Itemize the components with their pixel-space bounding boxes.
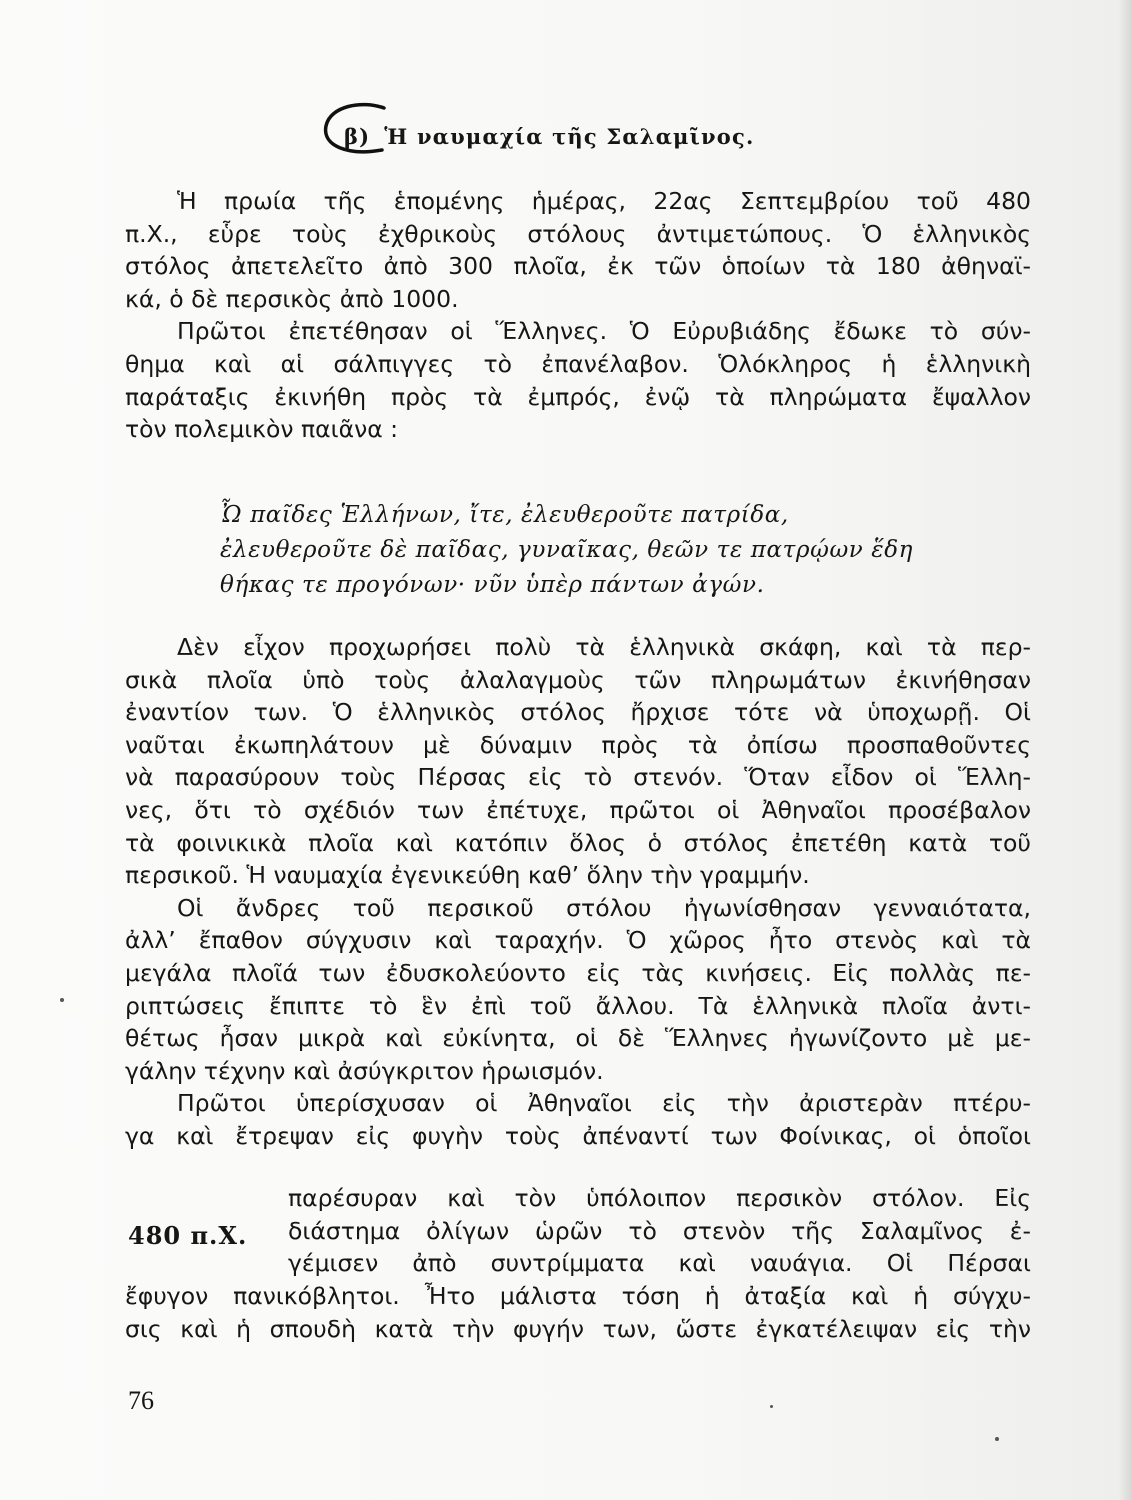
text-line: σις καὶ ἡ σπουδὴ κατὰ τὴν φυγήν των, ὥστε ἐγκατέλειψαν εἰς τὴν bbox=[125, 1314, 1031, 1343]
opening-paragraphs bbox=[125, 185, 1031, 446]
poem-line: ἐλευθεροῦτε δὲ παῖδας, γυναῖκας, θεῶν τε πατρῴων ἕδη bbox=[220, 537, 914, 563]
text-line: τὰ φοινικικὰ πλοῖα καὶ κατόπιν ὅλος ὁ στόλος ἐπετέθη κατὰ τοῦ bbox=[125, 828, 1031, 857]
text-line: θημα καὶ αἱ σάλπιγγες τὸ ἐπανέλαβον. Ὁλόκληρος ἡ ἑλληνικὴ bbox=[125, 349, 1031, 378]
text-line: νὰ παρασύρουν τοὺς Πέρσας εἰς τὸ στενόν. Ὅταν εἶδον οἱ Ἕλλη- bbox=[125, 763, 1031, 792]
margin-date-note: 480 π.Χ. bbox=[128, 1221, 248, 1250]
text-line: ἐναντίον των. Ὁ ἑλληνικὸς στόλος ἤρχισε τότε νὰ ὑποχωρῇ. Οἱ bbox=[125, 698, 1031, 727]
text-line: μεγάλα πλοῖά των ἐδυσκολεύοντο εἰς τὰς κινήσεις. Εἰς πολλὰς πε- bbox=[125, 958, 1031, 987]
print-speck bbox=[770, 1405, 773, 1408]
text-line: γέμισεν ἀπὸ συντρίμματα καὶ ναυάγια. Οἱ Πέρσαι bbox=[288, 1249, 1031, 1278]
battle-paragraphs bbox=[125, 631, 1031, 1153]
print-speck bbox=[60, 998, 64, 1002]
text-line: τὸν πολεμικὸν παιᾶνα : bbox=[125, 415, 399, 444]
text-line: γα καὶ ἔτρεψαν εἰς φυγὴν τοὺς ἀπέναντί των Φοίνικας, οἱ ὁποῖοι bbox=[125, 1121, 1031, 1150]
text-line: κά, ὁ δὲ περσικὸς ἀπὸ 1000. bbox=[125, 284, 459, 313]
poem-line: Ὦ παῖδες Ἑλλήνων, ἴτε, ἐλευθεροῦτε πατρίδα, bbox=[220, 502, 789, 528]
text-line: παράταξις ἐκινήθη πρὸς τὰ ἐμπρός, ἐνῷ τὰ πληρώματα ἔψαλλον bbox=[125, 382, 1031, 411]
text-line: θέτως ἦσαν μικρὰ καὶ εὐκίνητα, οἱ δὲ Ἕλληνες ἠγωνίζοντο μὲ με- bbox=[125, 1024, 1031, 1053]
text-line: Πρῶτοι ὑπερίσχυσαν οἱ Ἀθηναῖοι εἰς τὴν ἀριστερὰν πτέρυ- bbox=[177, 1089, 1031, 1118]
text-line: ριπτώσεις ἔπιπτε τὸ ἓν ἐπὶ τοῦ ἄλλου. Τὰ ἑλληνικὰ πλοῖα ἀντι- bbox=[125, 991, 1031, 1020]
print-speck bbox=[995, 1437, 999, 1441]
page-number: 76 bbox=[128, 1386, 154, 1415]
text-line: Ἡ πρωία τῆς ἑπομένης ἡμέρας, 22ας Σεπτεμβρίου τοῦ 480 bbox=[177, 187, 1031, 215]
text-line: σικὰ πλοῖα ὑπὸ τοὺς ἀλαλαγμοὺς τῶν πληρωμάτων ἐκινήθησαν bbox=[125, 665, 1031, 694]
text-line: Οἱ ἄνδρες τοῦ περσικοῦ στόλου ἠγωνίσθησαν γενναιότατα, bbox=[177, 893, 1031, 922]
inset-paragraph bbox=[288, 1182, 1031, 1280]
text-line: ναῦται ἐκωπηλάτουν μὲ δύναμιν πρὸς τὰ ὀπίσω προσπαθοῦντες bbox=[125, 730, 1031, 759]
text-line: ἔφυγον πανικόβλητοι. Ἦτο μάλιστα τόση ἡ ἀταξία καὶ ἡ σύγχυ- bbox=[125, 1282, 1031, 1310]
text-line: ἀλλ’ ἔπαθον σύγχυσιν καὶ ταραχήν. Ὁ χῶρος ἦτο στενὸς καὶ τὰ bbox=[125, 926, 1031, 955]
section-heading bbox=[328, 104, 754, 164]
text-line: νες, ὅτι τὸ σχέδιόν των ἐπέτυχε, πρῶτοι οἱ Ἀθηναῖοι προσέβαλον bbox=[125, 795, 1031, 824]
poem-line: θήκας τε προγόνων· νῦν ὑπὲρ πάντων ἀγών. bbox=[220, 572, 765, 598]
page-spine-shadow bbox=[1118, 0, 1132, 1500]
text-line: π.Χ., εὗρε τοὺς ἐχθρικοὺς στόλους ἀντιμετώπους. Ὁ ἑλληνικὸς bbox=[125, 219, 1031, 248]
text-line: γάλην τέχνην καὶ ἀσύγκριτον ἡρωισμόν. bbox=[125, 1056, 604, 1085]
text-line: παρέσυραν καὶ τὸν ὑπόλοιπον περσικὸν στόλον. Εἰς bbox=[288, 1184, 1031, 1212]
text-line: περσικοῦ. Ἡ ναυμαχία ἐγενικεύθη καθ’ ὅλην τὴν γραμμήν. bbox=[125, 861, 810, 890]
text-line: Πρῶτοι ἐπετέθησαν οἱ Ἕλληνες. Ὁ Εὐρυβιάδης ἔδωκε τὸ σύν- bbox=[177, 317, 1031, 346]
section-title: Ἡ ναυμαχία τῆς Σαλαμῖνος. bbox=[384, 123, 755, 149]
text-line: διάστημα ὀλίγων ὡρῶν τὸ στενὸν τῆς Σαλαμῖνος ἐ- bbox=[288, 1216, 1031, 1245]
text-line: στόλος ἀπετελεῖτο ἀπὸ 300 πλοῖα, ἐκ τῶν ὁποίων τὰ 180 ἀθηναϊ- bbox=[125, 252, 1031, 281]
section-letter: β) bbox=[344, 123, 371, 149]
closing-lines bbox=[125, 1280, 1031, 1345]
text-line: Δὲν εἶχον προχωρήσει πολὺ τὰ ἑλληνικὰ σκάφη, καὶ τὰ περ- bbox=[177, 633, 1031, 661]
paean-quotation bbox=[220, 498, 913, 603]
